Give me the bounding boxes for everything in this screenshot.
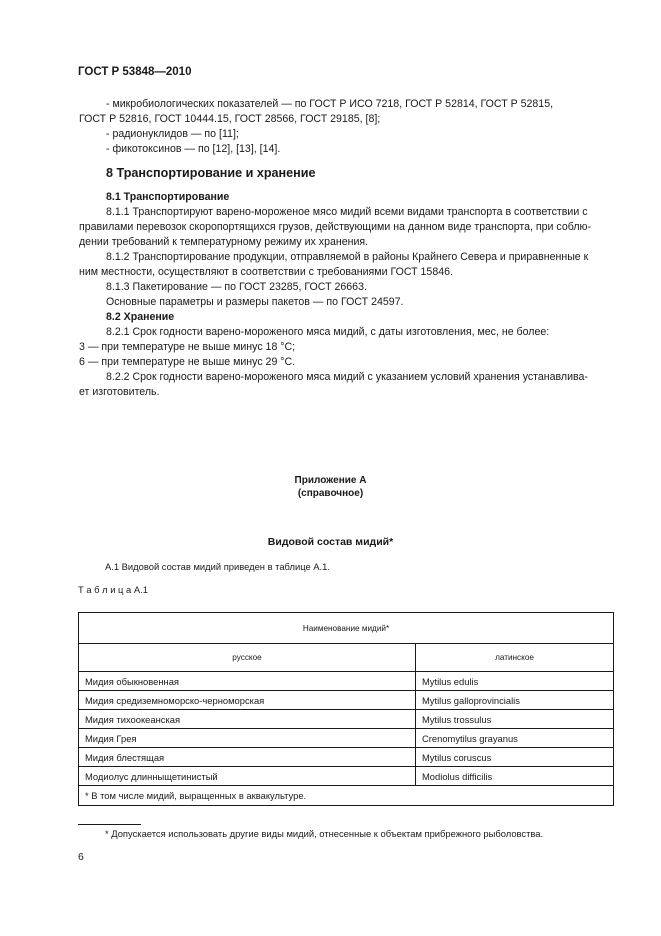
requirement-line: ГОСТ Р 52816, ГОСТ 10444.15, ГОСТ 28566, ГОСТ 29185, [8]; (79, 113, 381, 125)
table-row (79, 672, 614, 691)
appendix-subtitle: (справочное) (297, 488, 364, 499)
footnote-divider (78, 824, 141, 825)
table-note-row (79, 786, 614, 806)
page-number: 6 (78, 851, 84, 863)
cell-russian-name: Мидия Грея (79, 729, 416, 748)
paragraph-line: 8.1.1 Транспортируют варено-мороженое мясо мидий всеми видами транспорта в соответствии с (106, 206, 588, 218)
paragraph-line: дении требований к температурному режиму их хранения. (79, 236, 369, 248)
table-row (79, 767, 614, 786)
requirement-line: - радионуклидов — по [11]; (106, 128, 239, 140)
cell-latin-name: Crenomytilus grayanus (416, 729, 614, 748)
paragraph-line: 8.1.3 Пакетирование — по ГОСТ 23285, ГОСТ 26663. (106, 281, 367, 293)
paragraph-line: 8.2.1 Срок годности варено-мороженого мяса мидий, с даты изготовления, мес, не более: (106, 326, 550, 338)
paragraph-line: 3 — при температуре не выше минус 18 °С; (79, 341, 296, 353)
paragraph-line: 8.1.2 Транспортирование продукции, отправляемой в районы Крайнего Севера и приравненные к (106, 251, 589, 263)
subsection-8-1-title: 8.1 Транспортирование (106, 191, 230, 203)
table-note: * В том числе мидий, выращенных в аквакультуре. (79, 786, 614, 806)
cell-latin-name: Mytilus edulis (416, 672, 614, 691)
paragraph-line: ет изготовитель. (79, 386, 160, 398)
section-8-title: 8 Транспортирование и хранение (106, 166, 316, 180)
column-header-russian: русское (79, 644, 416, 672)
appendix-title: Приложение А (294, 475, 367, 486)
cell-latin-name: Mytilus trossulus (416, 710, 614, 729)
subsection-8-2-title: 8.2 Хранение (106, 311, 175, 323)
cell-latin-name: Mytilus galloprovincialis (416, 691, 614, 710)
table-label: Т а б л и ц а А.1 (78, 584, 148, 595)
table-group-header-row (79, 613, 614, 644)
table-row (79, 748, 614, 767)
mussel-species-table (78, 612, 614, 806)
table-row (79, 729, 614, 748)
requirement-line: - микробиологических показателей — по ГОСТ Р ИСО 7218, ГОСТ Р 52814, ГОСТ Р 52815, (106, 98, 554, 110)
cell-latin-name: Mytilus coruscus (416, 748, 614, 767)
table-row (79, 691, 614, 710)
paragraph-line: ним местности, осуществляют в соответствии с требованиями ГОСТ 15846. (79, 266, 453, 278)
paragraph-line: 8.2.2 Срок годности варено-мороженого мяса мидий с указанием условий хранения устанавлива- (106, 371, 588, 383)
cell-russian-name: Мидия обыкновенная (79, 672, 416, 691)
table-row (79, 710, 614, 729)
footnote: * Допускается использовать другие виды мидий, отнесенные к объектам прибрежного рыболовства. (105, 828, 544, 839)
table-group-header: Наименование мидий* (79, 613, 614, 644)
appendix-intro: А.1 Видовой состав мидий приведен в таблице А.1. (105, 561, 330, 572)
appendix-title-block (0, 474, 661, 500)
appendix-heading: Видовой состав мидий* (267, 536, 394, 548)
main-text (79, 97, 615, 400)
paragraph-line: Основные параметры и размеры пакетов — по ГОСТ 24597. (106, 296, 404, 308)
paragraph-line: 6 — при температуре не выше минус 29 °С. (79, 356, 296, 368)
column-header-latin: латинское (416, 644, 614, 672)
cell-russian-name: Мидия тихоокеанская (79, 710, 416, 729)
cell-latin-name: Modiolus difficilis (416, 767, 614, 786)
table-column-header-row (79, 644, 614, 672)
cell-russian-name: Мидия средиземноморско-черноморская (79, 691, 416, 710)
page-header-standard: ГОСТ Р 53848—2010 (78, 66, 192, 78)
paragraph-line: правилами перевозок скоропортящихся грузов, действующими на данном виде транспорта, при соблю- (79, 221, 591, 233)
cell-russian-name: Мидия блестящая (79, 748, 416, 767)
requirement-line: - фикотоксинов — по [12], [13], [14]. (106, 143, 281, 155)
cell-russian-name: Модиолус длинныщетинистый (79, 767, 416, 786)
